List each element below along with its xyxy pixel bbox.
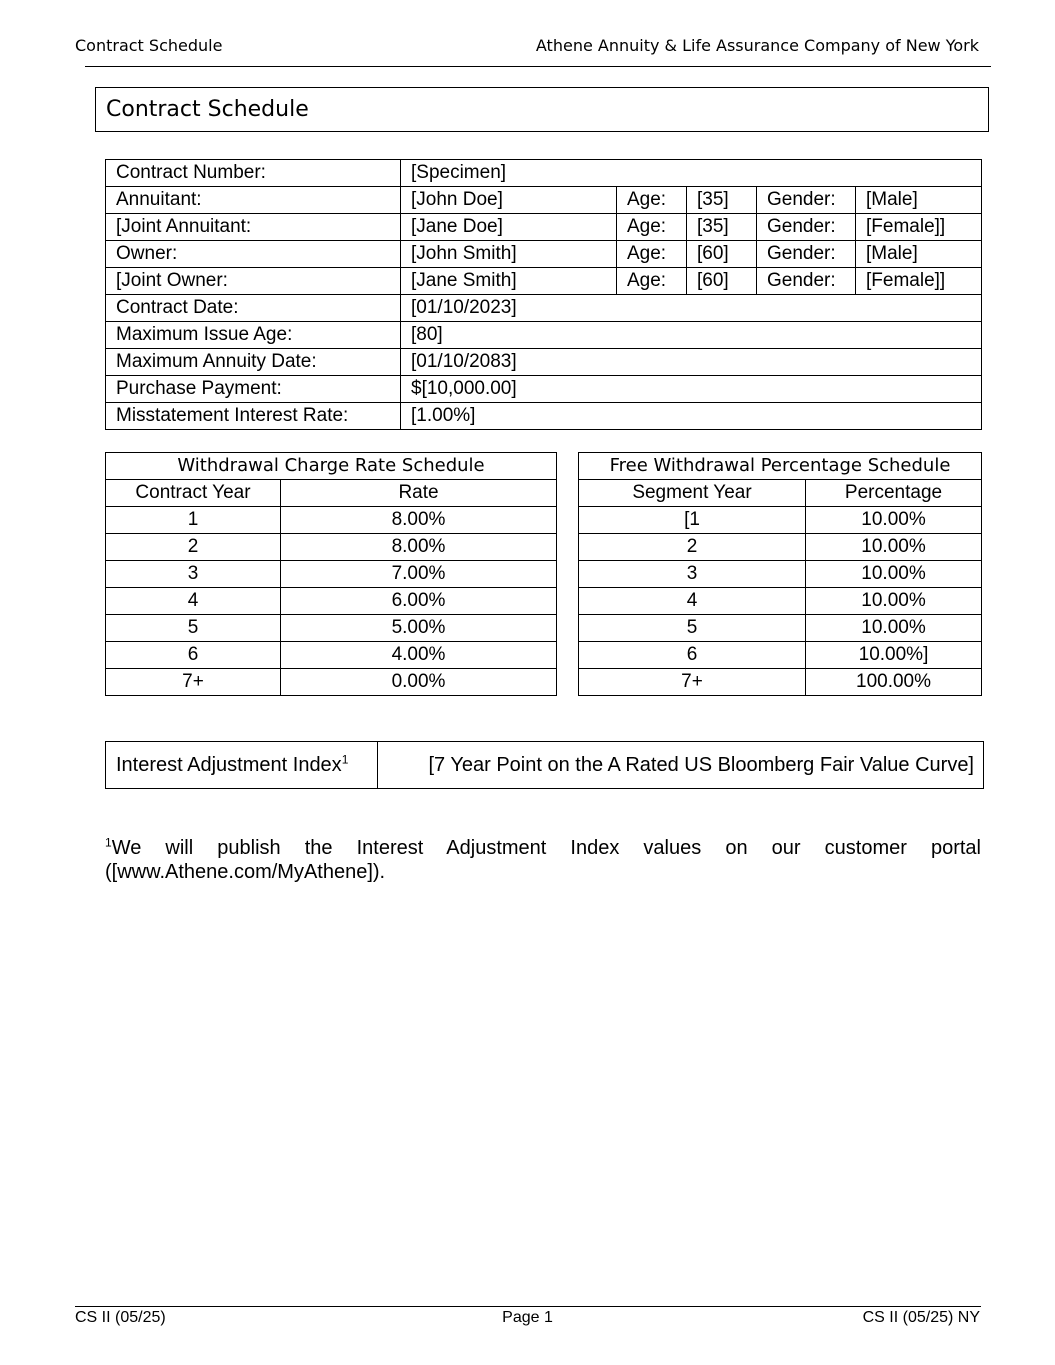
table-row <box>106 241 982 268</box>
contract-year-cell: 7+ <box>106 669 281 696</box>
footer-form-number-ny: CS II (05/25) NY <box>862 1309 980 1326</box>
gender-label: Gender: <box>757 187 856 214</box>
column-header: Percentage <box>806 480 982 507</box>
annuitant-age: [35] <box>687 187 757 214</box>
footer-form-number: CS II (05/25) <box>75 1309 166 1326</box>
table-row <box>579 507 982 534</box>
segment-year-cell: [1 <box>579 507 806 534</box>
table-row <box>106 214 982 241</box>
max-issue-age-label: Maximum Issue Age: <box>106 322 401 349</box>
purchase-payment-value: $[10,000.00] <box>401 376 982 403</box>
misstatement-rate-value: [1.00%] <box>401 403 982 430</box>
table-row <box>579 642 982 669</box>
table-row <box>106 615 557 642</box>
percentage-cell: 10.00% <box>806 561 982 588</box>
table-row <box>106 642 557 669</box>
age-label: Age: <box>617 268 687 295</box>
table-row <box>106 376 982 403</box>
rate-cell: 5.00% <box>281 615 557 642</box>
joint-owner-gender: [Female]] <box>856 268 982 295</box>
contract-number-value: [Specimen] <box>401 160 982 187</box>
contract-date-value: [01/10/2023] <box>401 295 982 322</box>
table-row <box>106 534 557 561</box>
rate-cell: 7.00% <box>281 561 557 588</box>
percentage-cell: 10.00% <box>806 507 982 534</box>
joint-annuitant-gender: [Female]] <box>856 214 982 241</box>
age-label: Age: <box>617 214 687 241</box>
segment-year-cell: 6 <box>579 642 806 669</box>
table-row <box>579 669 982 696</box>
gender-label: Gender: <box>757 268 856 295</box>
contract-year-cell: 3 <box>106 561 281 588</box>
footer-page-number: Page 1 <box>502 1309 553 1326</box>
withdrawal-charge-table <box>105 452 557 696</box>
footnote-text: We will publish the Interest Adjustment Index values on our customer portal ([www.Athene.com/MyAthene]). <box>105 837 981 883</box>
interest-adjustment-table <box>105 741 984 789</box>
rate-cell: 4.00% <box>281 642 557 669</box>
table-row <box>106 561 557 588</box>
contract-year-cell: 2 <box>106 534 281 561</box>
segment-year-cell: 4 <box>579 588 806 615</box>
table-row <box>106 268 982 295</box>
column-header: Segment Year <box>579 480 806 507</box>
header-divider <box>85 66 991 67</box>
contract-year-cell: 5 <box>106 615 281 642</box>
percentage-cell: 10.00% <box>806 534 982 561</box>
owner-gender: [Male] <box>856 241 982 268</box>
age-label: Age: <box>617 187 687 214</box>
joint-owner-age: [60] <box>687 268 757 295</box>
gender-label: Gender: <box>757 241 856 268</box>
table-row <box>106 588 557 615</box>
rate-cell: 8.00% <box>281 534 557 561</box>
footnote-marker: 1 <box>105 835 112 850</box>
contract-date-label: Contract Date: <box>106 295 401 322</box>
table-row <box>579 561 982 588</box>
withdrawal-charge-title: Withdrawal Charge Rate Schedule <box>106 453 557 480</box>
interest-adjustment-value: [7 Year Point on the A Rated US Bloomberg Fair Value Curve] <box>378 742 984 789</box>
misstatement-rate-label: Misstatement Interest Rate: <box>106 403 401 430</box>
table-row <box>106 160 982 187</box>
segment-year-cell: 2 <box>579 534 806 561</box>
age-label: Age: <box>617 241 687 268</box>
percentage-cell: 10.00%] <box>806 642 982 669</box>
joint-annuitant-name: [Jane Doe] <box>401 214 617 241</box>
segment-year-cell: 5 <box>579 615 806 642</box>
table-row <box>579 615 982 642</box>
joint-owner-name: [Jane Smith] <box>401 268 617 295</box>
segment-year-cell: 3 <box>579 561 806 588</box>
table-row <box>579 588 982 615</box>
page-title: Contract Schedule <box>106 97 309 122</box>
annuitant-name: [John Doe] <box>401 187 617 214</box>
footnote-reference: 1 <box>341 752 349 767</box>
table-caption-row <box>106 453 557 480</box>
table-row <box>106 742 984 789</box>
contract-year-cell: 6 <box>106 642 281 669</box>
owner-name: [John Smith] <box>401 241 617 268</box>
table-row <box>106 322 982 349</box>
table-row <box>106 187 982 214</box>
table-row <box>579 534 982 561</box>
max-annuity-date-label: Maximum Annuity Date: <box>106 349 401 376</box>
interest-adjustment-label: Interest Adjustment Index <box>116 754 342 776</box>
annuitant-label: Annuitant: <box>106 187 401 214</box>
footnote <box>105 836 981 884</box>
free-withdrawal-table <box>578 452 982 696</box>
max-annuity-date-value: [01/10/2083] <box>401 349 982 376</box>
joint-annuitant-label: [Joint Annuitant: <box>106 214 401 241</box>
percentage-cell: 10.00% <box>806 588 982 615</box>
page-title-box <box>95 87 989 132</box>
table-caption-row <box>579 453 982 480</box>
table-row <box>106 403 982 430</box>
header-left: Contract Schedule <box>75 36 223 55</box>
joint-owner-label: [Joint Owner: <box>106 268 401 295</box>
interest-adjustment-label-cell <box>106 742 378 789</box>
max-issue-age-value: [80] <box>401 322 982 349</box>
table-header-row <box>106 480 557 507</box>
table-header-row <box>579 480 982 507</box>
percentage-cell: 100.00% <box>806 669 982 696</box>
annuitant-gender: [Male] <box>856 187 982 214</box>
contract-year-cell: 1 <box>106 507 281 534</box>
joint-annuitant-age: [35] <box>687 214 757 241</box>
table-row <box>106 349 982 376</box>
rate-cell: 6.00% <box>281 588 557 615</box>
rate-cell: 8.00% <box>281 507 557 534</box>
contract-year-cell: 4 <box>106 588 281 615</box>
free-withdrawal-title: Free Withdrawal Percentage Schedule <box>579 453 982 480</box>
table-row <box>106 295 982 322</box>
owner-age: [60] <box>687 241 757 268</box>
owner-label: Owner: <box>106 241 401 268</box>
contract-info-table <box>105 159 982 430</box>
table-row <box>106 669 557 696</box>
purchase-payment-label: Purchase Payment: <box>106 376 401 403</box>
gender-label: Gender: <box>757 214 856 241</box>
rate-cell: 0.00% <box>281 669 557 696</box>
header-company-name: Athene Annuity & Life Assurance Company of New York <box>535 36 979 55</box>
percentage-cell: 10.00% <box>806 615 982 642</box>
column-header: Contract Year <box>106 480 281 507</box>
contract-number-label: Contract Number: <box>106 160 401 187</box>
table-row <box>106 507 557 534</box>
column-header: Rate <box>281 480 557 507</box>
footer-divider <box>75 1306 981 1307</box>
segment-year-cell: 7+ <box>579 669 806 696</box>
